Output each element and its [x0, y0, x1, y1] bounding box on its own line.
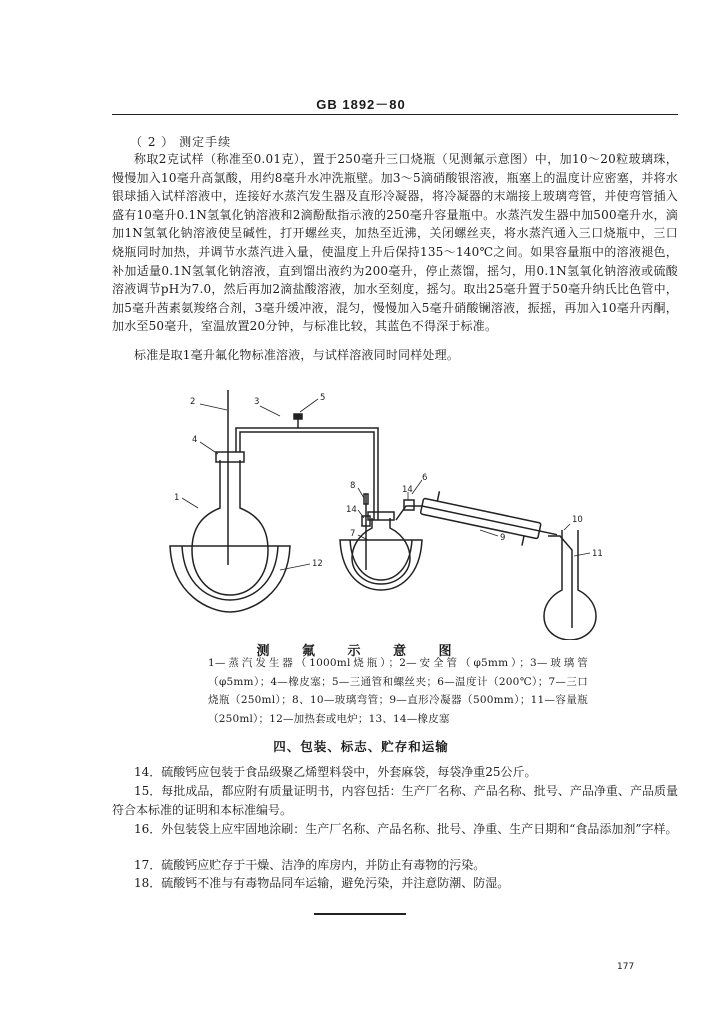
label-7: 7	[350, 529, 356, 539]
list-item: 17．硫酸钙应贮存于干燥、洁净的库房内，并防止有毒物的污染。	[134, 858, 486, 872]
footer-rule	[314, 913, 406, 915]
standard-note-paragraph: 标准是取1毫升氟化物标准溶液，与试样溶液同时同样处理。	[134, 348, 460, 362]
label-13: 14	[346, 505, 357, 515]
label-6: 6	[422, 473, 428, 483]
straight-condenser	[418, 488, 560, 552]
steam-generator-flask	[192, 460, 268, 595]
subsection-label: （ 2 ） 测定手续	[130, 135, 232, 149]
header-rule	[112, 114, 678, 115]
label-4: 4	[192, 435, 198, 445]
heating-mantle-left	[170, 546, 290, 612]
label-3: 3	[254, 397, 260, 407]
glass-bend-tube-8	[396, 506, 422, 520]
diagram-legend: 1—蒸汽发生器（1000ml烧瓶）；2—安全管（φ5mm）；3—玻璃管（φ5mm）；4—橡皮塞；5—三通管和螺丝夹；6—温度计（200℃）；7—三口烧瓶（250ml）；8、10—玻璃弯管；9—直形冷凝器（500mm）；11—容量瓶（250ml）；12—加热套或电炉；13、14—橡皮塞	[208, 657, 588, 725]
label-5: 5	[320, 393, 326, 403]
volumetric-flask	[544, 530, 596, 640]
section-heading: 四、包装、标志、贮存和运输	[273, 739, 449, 754]
label-10: 10	[572, 515, 583, 525]
procedure-paragraph: 称取2克试样（称准至0.01克），置于250毫升三口烧瓶（见测氟示意图）中，加10～20粒玻璃珠，慢慢加入10毫升高氯酸，用约8毫升水冲洗瓶壁。加3～5滴硝酸银溶液，瓶塞上的温度计应密塞，并将水银球插入试样溶液中，连接好水蒸汽发生器及直形冷凝器，将冷凝器的末端接上玻璃弯管，并使弯管插入盛有10毫升0.1N氢氧化钠溶液和2滴酚酞指示液的250毫升容量瓶中。水蒸汽发生器中加500毫升水，滴加1N氢氧化钠溶液使呈碱性，打开螺丝夹，加热至近沸，关闭螺丝夹，将水蒸汽通入三口烧瓶中，三口烧瓶同时加热，并调节水蒸汽进入量，使温度上升后保持135～140℃之间。如果容量瓶中的溶液褪色，补加适量0.1N氢氧化钠溶液，直到馏出液约为200毫升，停止蒸馏，摇匀，用0.1N氢氧化钠溶液或硫酸溶液调节pH为7.0，然后再加2滴盐酸溶液，加水至刻度，摇匀。取出25毫升置于50毫升纳氏比色管中，加5毫升茜素氨羧络合剂，3毫升缓冲液，混匀，慢慢加入5毫升硝酸镧溶液，振摇，再加入10毫升丙酮，加水至50毫升，室温放置20分钟，与标准比较，其蓝色不得深于标准。	[112, 152, 678, 334]
label-12: 12	[312, 559, 323, 569]
label-1: 1	[174, 493, 180, 503]
label-11: 11	[592, 549, 603, 559]
list-item: 15．每批成品，都应附有质量证明书，内容包括：生产厂名称、产品名称、批号、产品净重、产品质量符合本标准的证明和本标准编号。	[112, 784, 678, 817]
list-item: 16．外包装袋上应牢固地涂刷：生产厂名称、产品名称、批号、净重、生产日期和“食品添加剂”字样。	[134, 822, 678, 836]
label-2: 2	[190, 397, 196, 407]
standard-code-header: GB 1892－80	[316, 97, 406, 112]
three-neck-flask	[352, 518, 410, 584]
diagram-caption-title: 测 氟 示 意 图	[256, 644, 466, 659]
label-14: 14	[402, 485, 413, 495]
label-9: 9	[500, 533, 506, 543]
label-8: 8	[350, 481, 356, 491]
rubber-stopper-14	[404, 500, 414, 510]
glass-bend-tube-10	[548, 536, 572, 628]
list-item: 18．硫酸钙不准与有毒物品同车运输，避免污染，并注意防潮、防湿。	[134, 876, 510, 890]
page-number: 177	[617, 962, 635, 972]
list-item: 14．硫酸钙应包装于食品级聚乙烯塑料袋中，外套麻袋，每袋净重25公斤。	[134, 765, 537, 779]
fluorine-apparatus-diagram	[160, 390, 610, 640]
